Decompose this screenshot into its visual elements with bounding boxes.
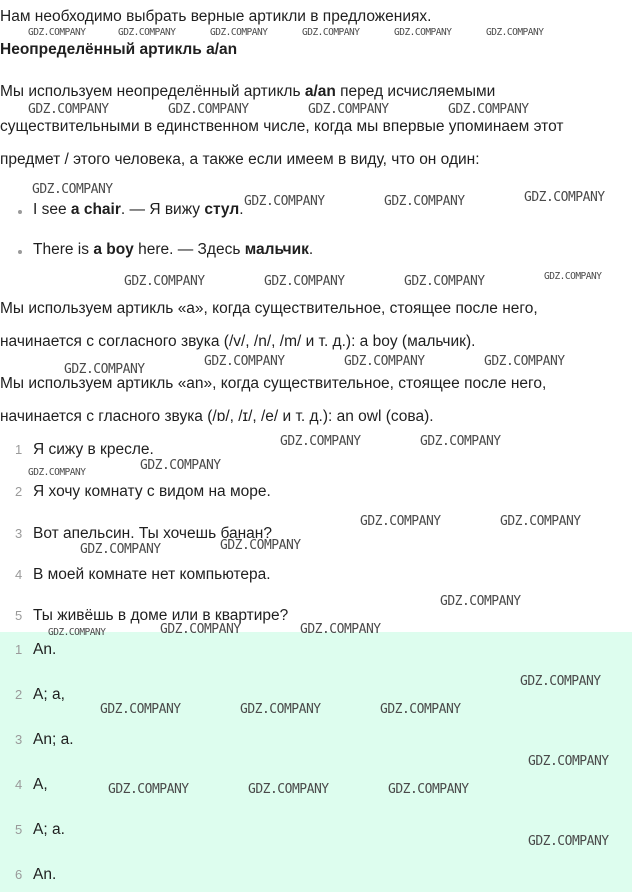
watermark: GDZ.COMPANY (248, 782, 329, 797)
example-text: There is (33, 241, 94, 258)
bullet-dot (18, 210, 22, 214)
sentence-number: 1 (15, 442, 23, 457)
answer-number: 2 (15, 687, 23, 702)
watermark: GDZ.COMPANY (302, 27, 360, 38)
sentence-text: В моей комнате нет компьютера. (33, 566, 271, 583)
watermark: GDZ.COMPANY (168, 102, 249, 117)
watermark: GDZ.COMPANY (244, 194, 325, 209)
example-ru-bold: мальчик (244, 241, 309, 258)
example-text: . (308, 241, 314, 258)
instruction: Нам необходимо выбрать верные артикли в предложениях. (0, 8, 432, 25)
watermark: GDZ.COMPANY (240, 702, 321, 717)
watermark: GDZ.COMPANY (448, 102, 529, 117)
watermark: GDZ.COMPANY (264, 274, 345, 289)
watermark: GDZ.COMPANY (420, 434, 501, 449)
sentence-number: 2 (15, 484, 23, 499)
watermark: GDZ.COMPANY (118, 27, 176, 38)
answer-number: 6 (15, 867, 23, 882)
example-item (33, 240, 313, 260)
example-text: I see (33, 201, 71, 218)
watermark: GDZ.COMPANY (124, 274, 205, 289)
watermark: GDZ.COMPANY (528, 834, 609, 849)
watermark: GDZ.COMPANY (32, 182, 113, 197)
section-heading: Неопределённый артикль a/an (0, 41, 238, 58)
sentence-text: Я хочу комнату с видом на море. (33, 483, 271, 500)
sentence-text: Я сижу в кресле. (33, 441, 154, 458)
sentence-text: Вот апельсин. Ты хочешь банан? (33, 525, 272, 542)
example-en-bold: a boy (93, 241, 134, 258)
answer-text: A; a. (33, 821, 65, 838)
watermark: GDZ.COMPANY (210, 27, 268, 38)
example-text: here. — Здесь (133, 241, 245, 258)
watermark: GDZ.COMPANY (388, 782, 469, 797)
watermark: GDZ.COMPANY (544, 271, 602, 282)
example-text: . — Я вижу (120, 201, 205, 218)
answer-number: 4 (15, 777, 23, 792)
answer-text: A, (33, 776, 48, 793)
sentence-number: 4 (15, 567, 23, 582)
rule3-line1: Мы используем артикль «an», когда существительное, стоящее после него, (0, 375, 547, 392)
watermark: GDZ.COMPANY (108, 782, 189, 797)
watermark: GDZ.COMPANY (500, 514, 581, 529)
watermark: GDZ.COMPANY (524, 190, 605, 205)
example-text: . (239, 201, 244, 218)
watermark: GDZ.COMPANY (300, 622, 381, 637)
watermark: GDZ.COMPANY (344, 354, 425, 369)
watermark: GDZ.COMPANY (360, 514, 441, 529)
watermark: GDZ.COMPANY (486, 27, 544, 38)
watermark: GDZ.COMPANY (384, 194, 465, 209)
watermark: GDZ.COMPANY (484, 354, 565, 369)
rule1-line2: существительными в единственном числе, когда мы впервые упоминаем этот (0, 118, 564, 135)
watermark: GDZ.COMPANY (28, 102, 109, 117)
watermark: GDZ.COMPANY (28, 467, 86, 478)
answer-text: A; a, (33, 686, 65, 703)
rule2-line1: Мы используем артикль «a», когда существительное, стоящее после него, (0, 300, 538, 317)
watermark: GDZ.COMPANY (280, 434, 361, 449)
rule1-article-bold: a/an (304, 83, 336, 100)
watermark: GDZ.COMPANY (64, 362, 145, 377)
watermark: GDZ.COMPANY (28, 27, 86, 38)
watermark: GDZ.COMPANY (528, 754, 609, 769)
watermark: GDZ.COMPANY (520, 674, 601, 689)
example-item (33, 200, 244, 220)
example-en-bold: a chair (70, 201, 121, 218)
sentence-number: 5 (15, 608, 23, 623)
answer-text: An; a. (33, 731, 74, 748)
answer-number: 3 (15, 732, 23, 747)
watermark: GDZ.COMPANY (80, 542, 161, 557)
rule1-line1-a: Мы используем неопределённый артикль (0, 83, 305, 100)
watermark: GDZ.COMPANY (308, 102, 389, 117)
rule2-line2: начинается с согласного звука (/v/, /n/, /m/ и т. д.): a boy (мальчик). (0, 333, 476, 350)
sentence-number: 3 (15, 526, 23, 541)
watermark: GDZ.COMPANY (440, 594, 521, 609)
bullet-dot (18, 250, 22, 254)
watermark: GDZ.COMPANY (100, 702, 181, 717)
watermark: GDZ.COMPANY (394, 27, 452, 38)
watermark: GDZ.COMPANY (160, 622, 241, 637)
watermark: GDZ.COMPANY (48, 627, 106, 638)
watermark: GDZ.COMPANY (220, 538, 301, 553)
answer-text: An. (33, 866, 57, 883)
watermark: GDZ.COMPANY (380, 702, 461, 717)
rule1-line3: предмет / этого человека, а также если имеем в виду, что он один: (0, 151, 480, 168)
rule3-line2: начинается с гласного звука (/ɒ/, /ɪ/, /e/ и т. д.): an owl (сова). (0, 408, 434, 425)
answer-text: An. (33, 641, 57, 658)
watermark: GDZ.COMPANY (140, 458, 221, 473)
watermark: GDZ.COMPANY (204, 354, 285, 369)
rule1-line1 (0, 82, 495, 102)
answer-number: 1 (15, 642, 23, 657)
sentence-text: Ты живёшь в доме или в квартире? (33, 607, 289, 624)
rule1-line1-c: перед исчисляемыми (335, 83, 496, 100)
example-ru-bold: стул (204, 201, 240, 218)
watermark: GDZ.COMPANY (404, 274, 485, 289)
answer-number: 5 (15, 822, 23, 837)
